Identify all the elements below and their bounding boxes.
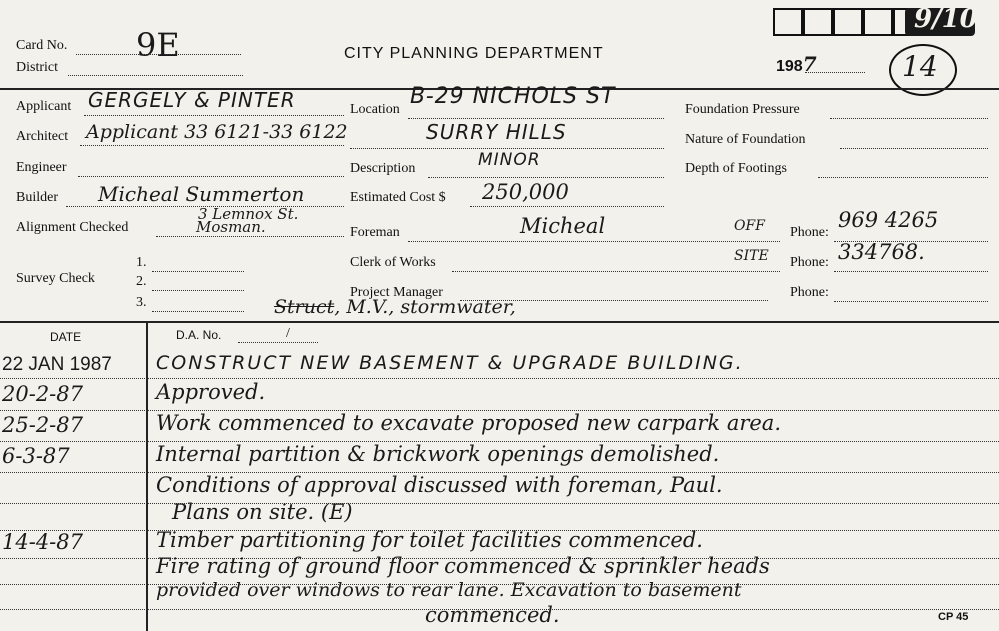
alignment-value: Mosman.: [196, 218, 266, 236]
card-box: [863, 8, 893, 36]
card-no-label: Card No.: [16, 38, 68, 53]
builder-address: 3 Lemnox St.: [198, 205, 299, 223]
phone-off-value: 969 4265: [838, 208, 939, 232]
description-dots: [428, 177, 664, 178]
depth-label: Depth of Footings: [685, 161, 787, 176]
cost-label: Estimated Cost $: [350, 190, 446, 205]
clerk-label: Clerk of Works: [350, 255, 436, 270]
log-date: 6-3-87: [2, 444, 70, 468]
log-text: commenced.: [425, 603, 560, 627]
year-printed: 198: [776, 58, 803, 75]
engineer-dots: [78, 176, 344, 177]
survey-1: 1.: [136, 255, 147, 270]
district-label: District: [16, 60, 58, 75]
card-box: [773, 8, 803, 36]
log-date: 20-2-87: [2, 382, 83, 406]
log-text: Plans on site. (E): [172, 500, 353, 524]
location-label: Location: [350, 102, 400, 117]
builder-label: Builder: [16, 190, 58, 205]
nature-dots: [840, 148, 988, 149]
card-box: [833, 8, 863, 36]
survey-label: Survey Check: [16, 271, 95, 286]
phone-label-2: Phone:: [790, 255, 829, 270]
builder-value: Micheal Summerton: [98, 182, 305, 206]
cost-value: 250,000: [482, 180, 569, 204]
foreman-dots: [408, 241, 780, 242]
pm-note: [274, 296, 516, 318]
phone-3-dots: [834, 301, 988, 302]
off-label: OFF: [734, 218, 765, 234]
district-dots: [68, 75, 243, 76]
survey-3: 3.: [136, 295, 147, 310]
description-value: MINOR: [478, 150, 541, 170]
location-line2: SURRY HILLS: [426, 120, 567, 144]
pm-note-text: , M.V., stormwater,: [334, 296, 516, 318]
card-no-value: 9E: [136, 26, 180, 64]
depth-dots: [818, 177, 988, 178]
log-date: 22 JAN 1987: [2, 354, 112, 375]
pm-label: Project Manager: [350, 285, 443, 300]
pm-note-struck: Struct: [274, 296, 335, 318]
phone-label-3: Phone:: [790, 285, 829, 300]
nature-label: Nature of Foundation: [685, 132, 806, 147]
date-header: DATE: [50, 330, 82, 344]
log-rule: [0, 503, 999, 504]
description-label: Description: [350, 161, 416, 176]
architect-dots: [80, 145, 344, 146]
foundation-pressure-label: Foundation Pressure: [685, 102, 800, 117]
location-dots: [408, 118, 664, 119]
foreman-value: Micheal: [520, 214, 606, 238]
department-title: CITY PLANNING DEPARTMENT: [344, 45, 604, 62]
circled-number-value: 14: [902, 50, 938, 83]
log-text: Fire rating of ground floor commenced & sprinkler heads: [156, 554, 770, 578]
da-header: D.A. No.: [176, 328, 222, 342]
clerk-dots: [452, 271, 780, 272]
applicant-label: Applicant: [16, 99, 72, 114]
location-dots-2: [350, 148, 664, 149]
log-top-rule: [0, 321, 999, 323]
architect-value: Applicant 33 6121-33 6122: [86, 121, 348, 143]
log-text: Internal partition & brickwork openings demolished.: [156, 442, 720, 466]
alignment-dots: [156, 236, 344, 237]
engineer-label: Engineer: [16, 160, 67, 175]
log-date: 14-4-87: [2, 530, 83, 554]
alignment-label: Alignment Checked: [16, 220, 129, 235]
foundation-pressure-dots: [830, 118, 988, 119]
survey-2-dots: [152, 290, 244, 291]
phone-site-value: 334768.: [838, 240, 925, 264]
da-dots: [238, 342, 318, 343]
architect-label: Architect: [16, 129, 69, 144]
log-text: provided over windows to rear lane. Excavation to basement: [156, 579, 742, 601]
year-written: 7: [802, 52, 817, 76]
foreman-label: Foreman: [350, 225, 400, 240]
log-text: Approved.: [156, 380, 266, 404]
location-line1: B-29 NICHOLS ST: [410, 84, 616, 109]
log-date: 25-2-87: [2, 413, 83, 437]
log-text: Work commenced to excavate proposed new carpark area.: [156, 411, 782, 435]
card-box: [803, 8, 833, 36]
site-label: SITE: [734, 248, 769, 264]
survey-2: 2.: [136, 274, 147, 289]
survey-3-dots: [152, 311, 244, 312]
cost-dots: [470, 206, 664, 207]
form-code: CP 45: [938, 611, 969, 623]
phone-label-1: Phone:: [790, 225, 829, 240]
ref-code: 9/10: [914, 4, 978, 34]
year-dots: [805, 72, 865, 73]
phone-2-dots: [834, 271, 988, 272]
log-text: Conditions of approval discussed with foreman, Paul.: [156, 473, 723, 497]
survey-1-dots: [152, 271, 244, 272]
log-rule: [0, 378, 999, 379]
applicant-value: GERGELY & PINTER: [88, 88, 296, 112]
log-text: CONSTRUCT NEW BASEMENT & UPGRADE BUILDING.: [156, 352, 744, 374]
log-text: Timber partitioning for toilet facilities commenced.: [156, 528, 703, 552]
da-slash: /: [286, 326, 290, 341]
applicant-dots: [84, 115, 344, 116]
